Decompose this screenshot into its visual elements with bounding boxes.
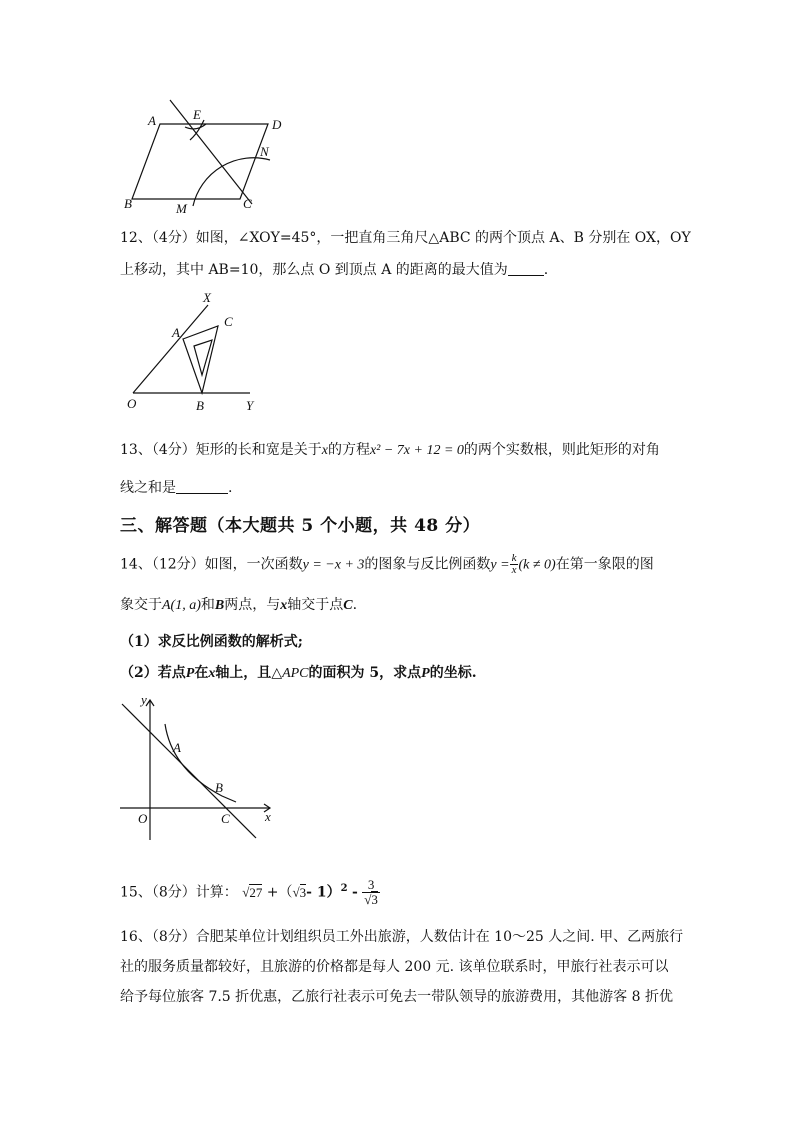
fig11-label-a: A: [148, 113, 156, 128]
fig12-label-y: Y: [246, 398, 254, 413]
fig14-label-b: B: [215, 780, 223, 795]
q15-plus: +（: [266, 884, 293, 901]
q14-point-c: C: [343, 598, 353, 613]
q15-minus1: - 1）: [306, 884, 341, 901]
q14-sub2b: 在: [194, 665, 209, 681]
q14-sub2-p: P: [185, 666, 195, 681]
fig12-label-x: X: [203, 290, 211, 305]
q14-line2a: 象交于: [120, 597, 162, 613]
q14-sub2-p2: P: [421, 666, 430, 681]
q13-mid: 的方程: [327, 442, 370, 458]
fig14-label-y: y: [141, 692, 147, 707]
fig14-label-a: A: [173, 740, 181, 755]
fig11-label-e: E: [193, 107, 201, 122]
fig14-label-o: O: [138, 811, 148, 826]
q12-line2-end: .: [543, 262, 549, 278]
q14-frac-den: x: [511, 564, 517, 576]
fig12-label-o: O: [127, 396, 137, 411]
sqrt-27-value: 27: [249, 884, 263, 900]
fig11-label-n: N: [260, 144, 269, 159]
q13-suffix: 的两个实数根，则此矩形的对角: [463, 442, 660, 458]
sqrt-3-value: 3: [299, 884, 307, 900]
fig11-label-c: C: [243, 196, 252, 211]
fig11-label-b: B: [124, 196, 132, 211]
section-heading: 三、解答题（本大题共 5 个小题，共 48 分）: [120, 516, 481, 536]
fig11-label-m: M: [176, 201, 187, 216]
q16-line3: 给予每位旅客 7.5 折优惠，乙旅行社表示可免去一带队领导的旅游费用，其他游客 8 折优: [120, 989, 673, 1005]
q14-sub2d: 的面积为 5，求点: [308, 665, 422, 681]
fig12-label-b: B: [196, 398, 204, 413]
q13-prefix: 13、（4分）矩形的长和宽是关于: [120, 442, 322, 458]
q15-frac-den-value: 3: [371, 892, 378, 907]
q14-sub2e: 的坐标.: [429, 665, 477, 681]
q14-sub2c: 轴上，且: [215, 665, 272, 681]
q14-sub1: （1）求反比例函数的解析式;: [120, 634, 303, 650]
q13-line2-end: .: [228, 480, 233, 496]
q12-line1: 12、（4分）如图，∠XOY=45°，一把直角三角尺△ABC 的两个顶点 A、B 分别在 OX，OY: [120, 230, 691, 246]
q14-y-label: y =: [490, 557, 510, 573]
q15-line: [120, 878, 380, 907]
q13-line2-text: 线之和是: [120, 480, 176, 496]
q14-line2c: 两点，与: [224, 597, 281, 613]
fig11-label-d: D: [272, 117, 282, 132]
q14-line2d: 轴交于点: [287, 597, 344, 613]
q14-line2e: .: [352, 597, 358, 613]
q15-frac-num: 3: [362, 878, 380, 893]
hyperbola-curve: [165, 724, 236, 802]
q14-mid: 的图象与反比例函数: [364, 556, 491, 573]
q14-point-b: B: [214, 598, 225, 613]
q14-point-a: A(1, a): [162, 598, 201, 613]
sqrt-3: √3: [292, 884, 307, 900]
q14-prefix: 14、（12分）如图，一次函数: [120, 556, 303, 573]
q14-sub2a: （2）若点: [120, 665, 186, 681]
fig12-label-c: C: [224, 314, 233, 329]
q14-sub2-x: x: [208, 666, 216, 681]
q14-suffix: 在第一象限的图: [555, 556, 654, 573]
q14-frac-num: k: [511, 552, 517, 564]
q14-linear-function: y = −x + 3: [302, 557, 365, 573]
fig12-label-a: A: [172, 325, 180, 340]
q13-equation: x² − 7x + 12 = 0: [369, 443, 464, 458]
q16-line2: 社的服务质量都较好，且旅游的价格都是每人 200 元. 该单位联系时，甲旅行社表示可以: [120, 959, 669, 975]
q14-condition: (k ≠ 0): [518, 557, 556, 573]
fig14-label-x: x: [265, 809, 271, 824]
q14-sub2-triangle: △APC: [271, 666, 309, 681]
q12-line2-text: 上移动，其中 AB=10，那么点 O 到顶点 A 的距离的最大值为: [120, 262, 508, 278]
q13-var: x: [321, 443, 328, 458]
q14-line2b: 和: [200, 597, 215, 613]
q15-prefix: 15、（8分）计算：: [120, 884, 238, 901]
q14-x-axis: x: [280, 598, 288, 613]
sqrt-27: √27: [242, 884, 263, 900]
q16-line1: 16、（8分）合肥某单位计划组织员工外出旅游，人数估计在 10～25 人之间. 甲、乙两旅行: [120, 929, 684, 945]
fig14-label-c: C: [221, 811, 230, 826]
q15-frac-den: √3: [364, 892, 378, 907]
q15-square: 2: [340, 882, 348, 894]
q15-fraction: [362, 878, 380, 907]
q15-minus2: -: [352, 884, 358, 901]
